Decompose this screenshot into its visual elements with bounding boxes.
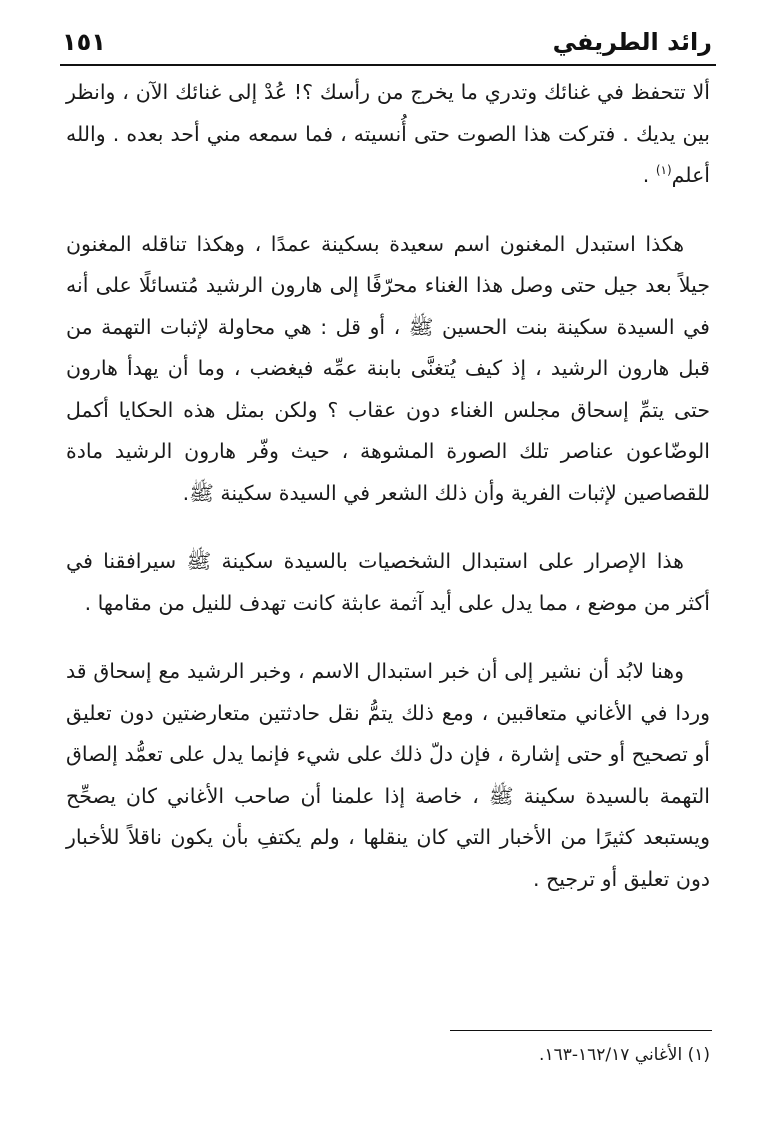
- header-divider: [60, 64, 716, 66]
- paragraph-1: [66, 72, 710, 197]
- paragraph-1-end: .: [642, 163, 656, 187]
- footnote-reference: (١): [655, 163, 672, 178]
- footnote: (١) الأغاني ١٦٢/١٧-١٦٣.: [539, 1045, 710, 1065]
- footnote-divider: [450, 1030, 712, 1031]
- paragraph-4: وهنا لابُد أن نشير إلى أن خبر استبدال الاسم ، وخبر الرشيد مع إسحاق قد وردا في الأغاني متعاقبين ، ومع ذلك يتمُّ نقل حادثتين متعارضتين دون تعليق أو تصحيح أو حتى إشارة ، فإن دلّ ذلك على شيء فإنما يدل على تعمُّد إلصاق التهمة بالسيدة سكينة ﷺ ، خاصة إذا علمنا أن صاحب الأغاني كان يصحِّح ويستبعد كثيرًا من الأخبار التي كان ينقلها ، ولم يكتفِ بأن يكون ناقلاً للأخبار دون تعليق أو ترجيح .: [66, 659, 710, 891]
- main-text: [66, 72, 710, 927]
- running-title: رائد الطريفي: [552, 28, 712, 56]
- paragraph-2: هكذا استبدل المغنون اسم سعيدة بسكينة عمدًا ، وهكذا تناقله المغنون جيلاً بعد جيل حتى وصل هذا الغناء محرّفًا إلى هارون الرشيد مُتسائلًا على أنه في السيدة سكينة بنت الحسين ﷺ ، أو قل : هي محاولة لإثبات التهمة من قبل هارون الرشيد ، إذ كيف يُتغنَّى بابنة عمِّه فيغضب ، وما أن يهدأ هارون حتى يتمِّ إسحاق مجلس الغناء دون عقاب ؟ ولكن بمثل هذه الحكايا أكمل الوضّاعون عناصر تلك الصورة المشوهة ، حيث وفّر هارون الرشيد مادة للقصاصين لإثبات الفرية وأن ذلك الشعر في السيدة سكينة ﷺ.: [66, 231, 710, 505]
- paragraph-1-text: ألا تتحفظ في غنائك وتدري ما يخرج من رأسك ؟! عُدْ إلى غنائك الآن ، وانظر بين يديك . فتركت هذا الصوت حتى أُنسيته ، فما سمعه مني أحد بعده . والله أعلم: [66, 80, 710, 187]
- page-number: ١٥١: [62, 28, 106, 56]
- paragraph-3: هذا الإصرار على استبدال الشخصيات بالسيدة سكينة ﷺ سيرافقنا في أكثر من موضع ، مما يدل على أيد آثمة عابثة كانت تهدف للنيل من مقامها .: [66, 549, 710, 615]
- page-header: [62, 22, 712, 62]
